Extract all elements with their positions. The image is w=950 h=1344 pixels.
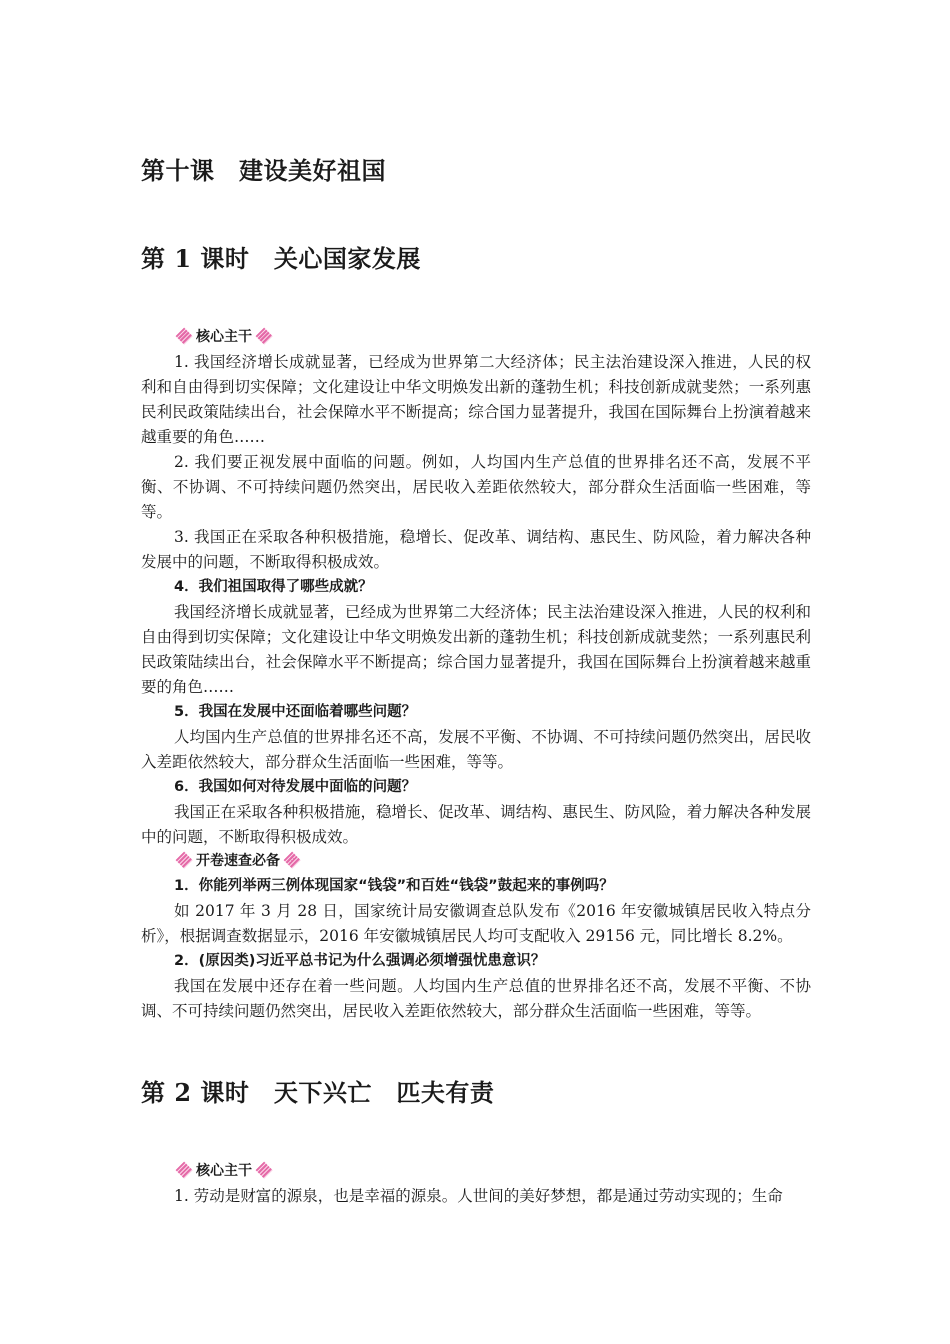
question-5: 5．我国在发展中还面临着哪些问题？ [174,704,417,720]
lesson1-title: 第 1 课时 关心国家发展 [141,244,421,273]
lesson2-title: 第 2 课时 天下兴亡 匹夫有责 [141,1078,495,1107]
chapter-title: 第十课 建设美好祖国 [141,156,386,185]
open-answer-1: 如 2017 年 3 月 28 日，国家统计局安徽调查总队发布《2016 年安徽城镇居民收入特点分析》，根据调查数据显示，2016 年安徽城镇居民人均可支配收入 29156 元，同比增长 8.2%。 [141,902,811,945]
open-answer-2: 我国在发展中还存在着一些问题。人均国内生产总值的世界排名还不高，发展不平衡、不协调、不可持续问题仍然突出，居民收入差距依然较大，部分群众生活面临一些困难，等等。 [141,977,811,1020]
diamond-icon [176,1162,193,1179]
diamond-icon [256,1162,273,1179]
question-6: 6．我国如何对待发展中面临的问题？ [174,779,417,795]
answer-4: 我国经济增长成就显著，已经成为世界第二大经济体；民主法治建设深入推进，人民的权利和自由得到切实保障；文化建设让中华文明焕发出新的蓬勃生机；科技创新成就斐然；一系列惠民利民政策陆续出台，社会保障水平不断提高；综合国力显著提升，我国在国际舞台上扮演着越来越重要的角色…… [141,603,811,696]
core-point-2: 2. 我们要正视发展中面临的问题。例如，人均国内生产总值的世界排名还不高，发展不平衡、不协调、不可持续问题仍然突出，居民收入差距依然较大，部分群众生活面临一些困难，等等。 [141,453,811,521]
core-point-3: 3. 我国正在采取各种积极措施，稳增长、促改革、调结构、惠民生、防风险，着力解决各种发展中的问题，不断取得积极成效。 [141,528,811,571]
diamond-icon [176,328,193,345]
answer-5: 人均国内生产总值的世界排名还不高，发展不平衡、不协调、不可持续问题仍然突出，居民收入差距依然较大，部分群众生活面临一些困难，等等。 [141,728,811,771]
lesson2-core-section-tag [174,1160,274,1180]
section-label: 核心主干 [196,1163,252,1179]
lesson1-core-section-tag [174,326,274,346]
open-question-1: 1．你能列举两三例体现国家“钱袋”和百姓“钱袋”鼓起来的事例吗？ [174,878,614,894]
lesson1-open-section-tag [174,850,302,870]
lesson1-open-content [141,874,811,1024]
section-label: 核心主干 [196,329,252,345]
core-point-1: 1. 劳动是财富的源泉，也是幸福的源泉。人世间的美好梦想，都是通过劳动实现的；生命 [174,1187,783,1205]
lesson1-core-content [141,350,811,850]
lesson2-core-content [141,1184,811,1209]
section-label: 开卷速查必备 [196,853,280,869]
core-point-1: 1. 我国经济增长成就显著，已经成为世界第二大经济体；民主法治建设深入推进，人民的权利和自由得到切实保障；文化建设让中华文明焕发出新的蓬勃生机；科技创新成就斐然；一系列惠民利民政策陆续出台，社会保障水平不断提高；综合国力显著提升，我国在国际舞台上扮演着越来越重要的角色…… [141,353,811,446]
answer-6: 我国正在采取各种积极措施，稳增长、促改革、调结构、惠民生、防风险，着力解决各种发展中的问题，不断取得积极成效。 [141,803,811,846]
question-4: 4．我们祖国取得了哪些成就？ [174,579,373,595]
diamond-icon [256,328,273,345]
diamond-icon [284,852,301,869]
open-question-2: 2．(原因类)习近平总书记为什么强调必须增强忧患意识？ [174,953,546,969]
diamond-icon [176,852,193,869]
